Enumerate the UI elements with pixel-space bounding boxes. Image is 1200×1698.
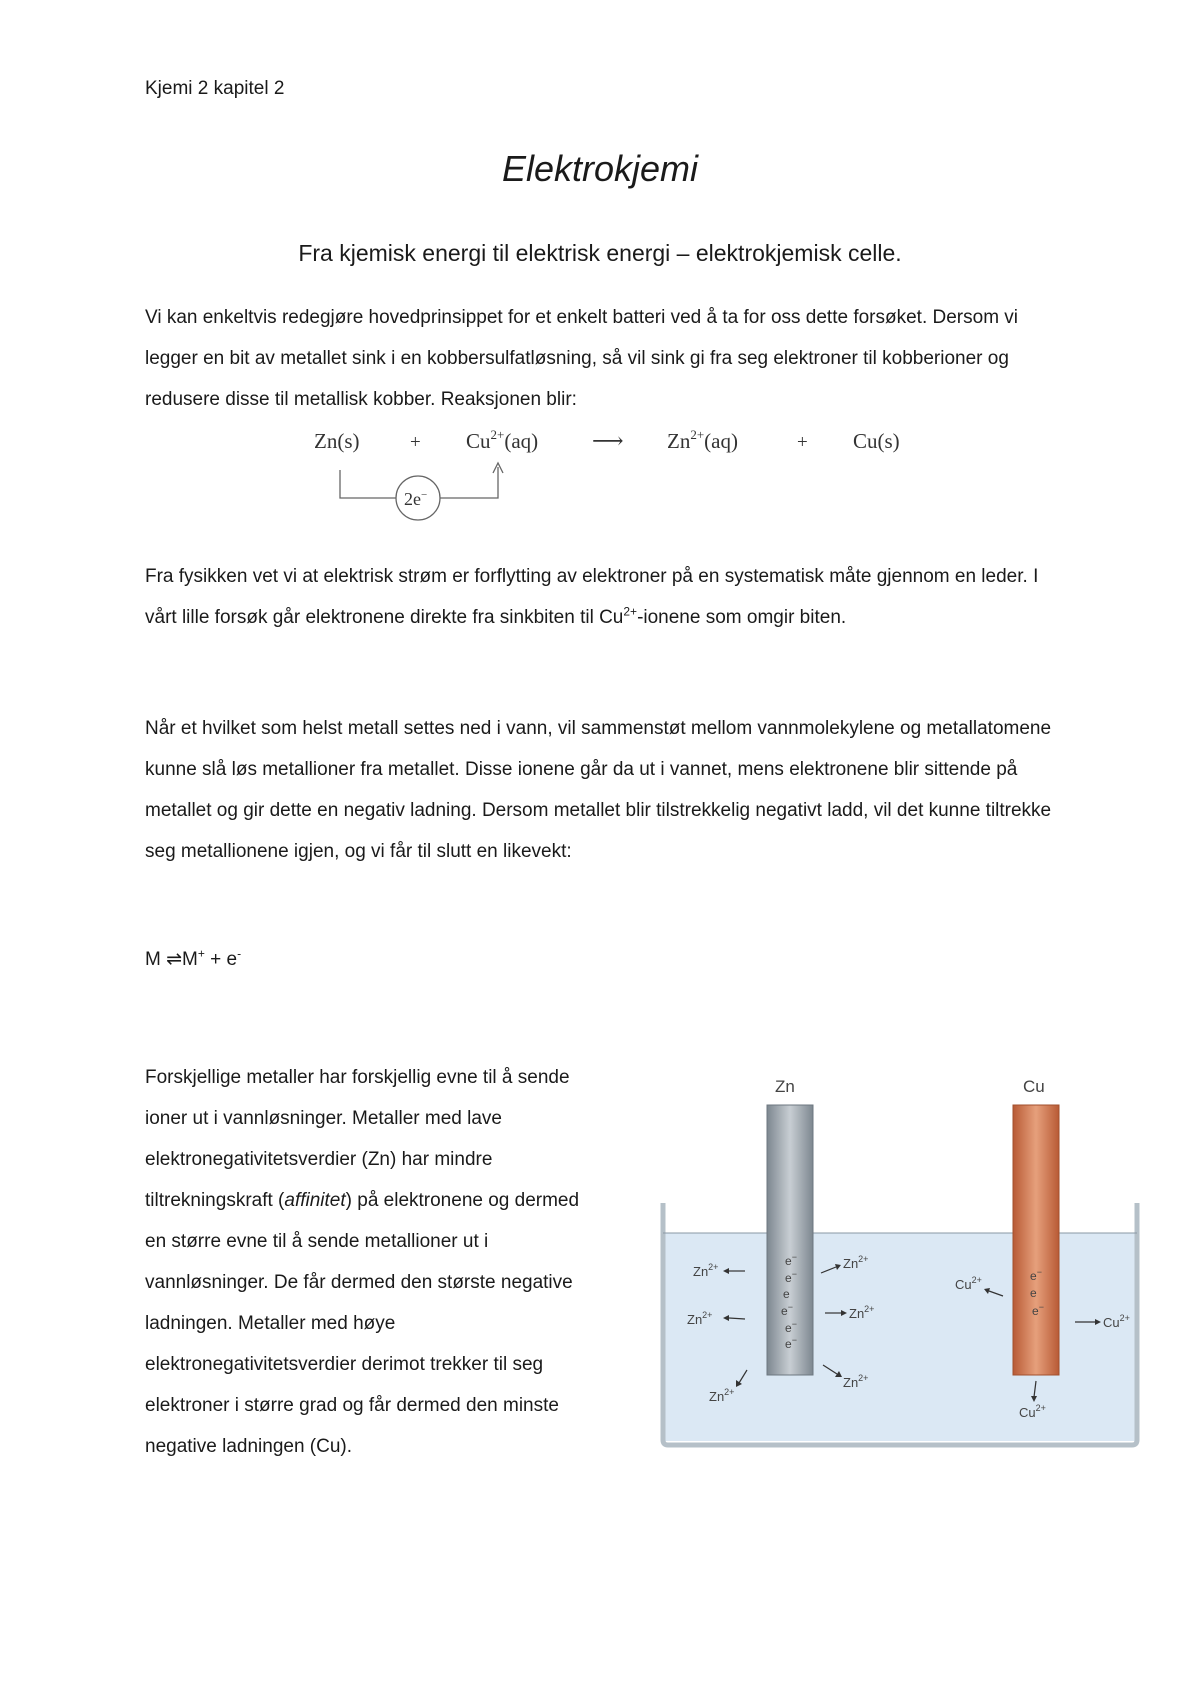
zinc-ion-label: $Zn^{2+}$	[843, 1373, 869, 1390]
electrode-diagram	[655, 1065, 1145, 1455]
zinc-ion-label: $Zn^{2+}$	[693, 1262, 719, 1279]
copper-ion-label: $Cu^{2+}$	[1019, 1403, 1046, 1420]
paragraph-intro: Vi kan enkeltvis redegjøre hovedprinsippet for et enkelt batteri ved å ta for oss dette forsøket. Dersom vi legger en bit av metallet sink i en kobbersulfatløsning, så vil sink gi fra seg elektroner til kobberioner og redusere disse til metallisk kobber. Reaksjonen blir:	[145, 307, 1019, 410]
reaction-equation-figure	[300, 420, 940, 530]
zinc-ion-label: $Zn^{2+}$	[849, 1304, 875, 1321]
page-header: Kjemi 2 kapitel 2	[145, 78, 285, 99]
electron-transfer-line	[340, 470, 396, 498]
electron-transfer-arrow	[440, 467, 498, 498]
zinc-ion-label: $Zn^{2+}$	[843, 1254, 869, 1271]
reaction-cu-solid: Cu(s)	[853, 429, 900, 453]
zinc-ion-label: $Zn^{2+}$	[709, 1387, 735, 1404]
copper-ion-label: $Cu^{2+}$	[955, 1275, 982, 1292]
electron-label: e−	[785, 1269, 797, 1285]
electron-label: e−	[785, 1335, 797, 1351]
reaction-plus-sign-2: +	[797, 432, 808, 453]
electron-label: e	[783, 1287, 790, 1301]
water	[663, 1233, 1137, 1441]
reaction-zn-ion: $Zn^{2+}(aq)$	[667, 427, 738, 453]
reaction-cu-ion: $Cu^{2+}(aq)$	[466, 427, 539, 453]
zn-electrode-label: Zn	[775, 1077, 795, 1096]
electron-label: e−	[1030, 1267, 1042, 1283]
electron-label: e−	[781, 1302, 793, 1318]
electron-label: e−	[1032, 1302, 1044, 1318]
reaction-zn-solid: Zn(s)	[314, 429, 360, 453]
electron-count: 2e−	[404, 489, 428, 509]
copper-rod	[1013, 1105, 1059, 1375]
electron-label: e	[1030, 1286, 1037, 1300]
reaction-arrow: ⟶	[592, 428, 624, 453]
cu-electrode-label: Cu	[1023, 1077, 1045, 1096]
copper-ion-label: $Cu^{2+}$	[1103, 1313, 1130, 1330]
section-heading: Fra kjemisk energi til elektrisk energi – elektrokjemisk celle.	[298, 240, 902, 266]
zinc-ion-label: $Zn^{2+}$	[687, 1310, 713, 1327]
page-title: Elektrokjemi	[501, 148, 699, 189]
electron-label: e−	[785, 1319, 797, 1335]
paragraph-metal-in-water: Når et hvilket som helst metall settes ned i vann, vil sammenstøt mellom vannmolekylene og metallatomene kunne slå løs metallioner fra metallet. Disse ionene går da ut i vannet, mens elektronene blir sittende på metallet og gir dette en negativ ladning. Dersom metallet blir tilstrekkelig negativt ladd, vil det kunne tiltrekke seg metallionene igjen, og vi får til slutt en likevekt:	[145, 718, 1052, 862]
equilibrium-equation: M ⇌M+ + e-	[145, 946, 242, 970]
reaction-plus-sign: +	[410, 432, 421, 453]
paragraph-current: Fra fysikken vet vi at elektrisk strøm er forflytting av elektroner på en systematisk måte gjennom en leder. I vårt lille forsøk går elektronene direkte fra sinkbiten til $Cu^{2+}$-ionene som omgir biten.	[145, 566, 1039, 628]
paragraph-electronegativity: Forskjellige metaller har forskjellig evne til å sende ioner ut i vannløsninger. Metaller med lave elektronegativitetsverdier (Zn) har mindre tiltrekningskraft (affinitet) på elektronene og dermed en større evne til å sende metallioner ut i vannløsninger. De får dermed den største negative ladningen. Metaller med høye elektronegativitetsverdier derimot trekker til seg elektroner i større grad og får dermed den minste negative ladningen (Cu).	[145, 1067, 580, 1457]
electron-label: e−	[785, 1252, 797, 1268]
